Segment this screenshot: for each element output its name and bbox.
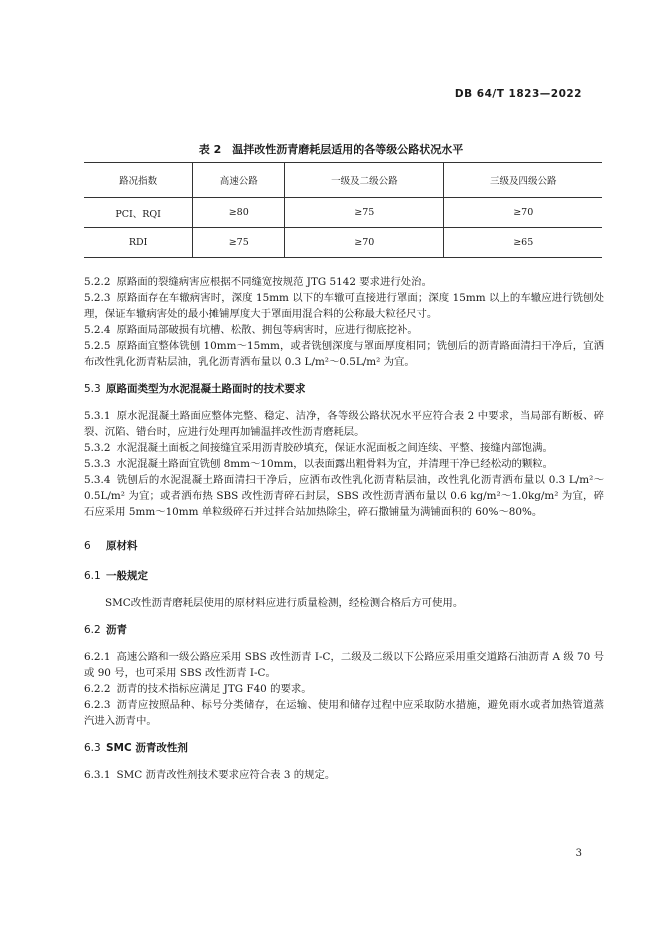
body-text [84,274,604,783]
clause-6-2-2 [84,681,604,697]
clause-text: 高速公路和一级公路应采用 SBS 改性沥青 I-C，二级及二级以下公路应采用重交道路石油沥青 A 级 70 号或 90 号，也可采用 SBS 改性沥青 I-C。 [84,651,604,679]
chapter-number: 6 [84,540,91,552]
table-cell: ≥75 [285,198,444,228]
clause-5-3-4 [84,472,604,520]
section-title: 原路面类型为水泥混凝土路面时的技术要求 [106,383,306,395]
clause-6-3-1 [84,767,604,783]
section-6-1-heading [84,568,604,584]
section-6-1-text: SMC改性沥青磨耗层使用的原材料应进行质量检测，经检测合格后方可使用。 [105,597,464,609]
clause-text: 原路面存在车辙病害时，深度 15mm 以下的车辙可直接进行罩面；深度 15mm 以上的车辙应进行铣刨处理，保证车辙病害处的最小摊铺厚度大于罩面用混合料的公称最大粒径尺寸。 [84,292,604,320]
clause-number: 6.2.2 [84,683,111,695]
clause-number: 5.3.4 [84,474,111,486]
clause-5-3-2 [84,440,604,456]
section-6-2-heading [84,622,604,638]
section-number: 6.2 [84,624,101,636]
section-number: 6.1 [84,570,101,582]
table-cell: ≥65 [444,228,602,258]
table-cell: ≥80 [193,198,285,228]
clause-text: 原路面的裂缝病害应根据不同缝宽按规范 JTG 5142 要求进行处治。 [116,276,432,288]
table-header-cell: 高速公路 [193,163,285,198]
clause-number: 5.2.4 [84,324,111,336]
clause-number: 5.2.5 [84,340,111,352]
clause-text: 原水泥混凝土路面应整体完整、稳定、洁净，各等级公路状况水平应符合表 2 中要求，当局部有断板、碎裂、沉陷、错台时，应进行处理再加铺温拌改性沥青磨耗层。 [84,410,604,438]
clause-5-3-1 [84,408,604,440]
section-title: 一般规定 [106,570,148,582]
section-6-3-heading [84,740,604,756]
table-cell: ≥75 [193,228,285,258]
clause-text: 水泥混凝土路面宜铣刨 8mm～10mm，以表面露出粗骨料为宜，并清理干净已经松动的颗粒。 [116,458,554,470]
page-number: 3 [575,848,582,859]
clause-text: 原路面宜整体铣刨 10mm～15mm，或者铣刨深度与罩面厚度相同；铣刨后的沥青路面清扫干净后，宜洒布改性乳化沥青粘层油，乳化沥青洒布量以 0.3 L/m²～0.5L/m² 为宜。 [84,340,604,368]
clause-text: 原路面局部破损有坑槽、松散、拥包等病害时，应进行彻底挖补。 [116,324,418,336]
table-header-row [84,163,602,198]
section-title: SMC 沥青改性剂 [106,742,188,754]
clause-5-2-4 [84,322,604,338]
clause-text: 沥青应按照品种、标号分类储存，在运输、使用和储存过程中应采取防水措施，避免雨水或者加热管道蒸汽进入沥青中。 [84,699,604,727]
chapter-title: 原材料 [106,540,138,552]
section-number: 6.3 [84,742,101,754]
table-header-cell: 路况指数 [84,163,193,198]
table-2-title: 表 2 温拌改性沥青磨耗层适用的各等级公路状况水平 [198,143,464,156]
table-2 [84,162,602,258]
table-cell: RDI [84,228,193,258]
section-title: 沥青 [106,624,127,636]
clause-text: 沥青的技术指标应满足 JTG F40 的要求。 [116,683,312,695]
clause-text: SMC 沥青改性剂技术要求应符合表 3 的规定。 [116,769,336,781]
clause-5-3-3 [84,456,604,472]
section-number: 5.3 [84,383,101,395]
clause-5-2-5 [84,338,604,370]
table-cell: ≥70 [444,198,602,228]
clause-text: 铣刨后的水泥混凝土路面清扫干净后，应洒布改性乳化沥青粘层油，改性乳化沥青洒布量以 0.3 L/m²～0.5L/m² 为宜；或者洒布热 SBS 改性沥青碎石封层，SBS 改性沥青洒布量以 0.6 kg/m²～1.0kg/m² 为宜，碎石应采用 5mm～10mm 单粒级碎石并过拌合站加热除尘，碎石撒铺量为满铺面积的 60%～80%。 [84,474,604,518]
clause-text: 水泥混凝土面板之间接缝宜采用沥青胶砂填充，保证水泥面板之间连续、平整、接缝内部饱满。 [116,442,553,454]
clause-number: 5.3.2 [84,442,111,454]
table-cell: PCI、RQI [84,198,193,228]
section-5-3-heading [84,381,604,397]
clause-5-2-2 [84,274,604,290]
clause-6-2-3 [84,697,604,729]
table-header-cell: 三级及四级公路 [444,163,602,198]
clause-number: 6.2.3 [84,699,111,711]
clause-6-2-1 [84,649,604,681]
clause-number: 5.2.3 [84,292,111,304]
clause-5-2-3 [84,290,604,322]
table-header-cell: 一级及二级公路 [285,163,444,198]
clause-number: 6.2.1 [84,651,111,663]
table-row [84,198,602,228]
table-cell: ≥70 [285,228,444,258]
clause-number: 5.2.2 [84,276,111,288]
clause-number: 5.3.3 [84,458,111,470]
table-row [84,228,602,258]
clause-number: 6.3.1 [84,769,111,781]
chapter-6-heading [84,538,604,554]
clause-number: 5.3.1 [84,410,111,422]
standard-code: DB 64/T 1823—2022 [454,88,582,100]
